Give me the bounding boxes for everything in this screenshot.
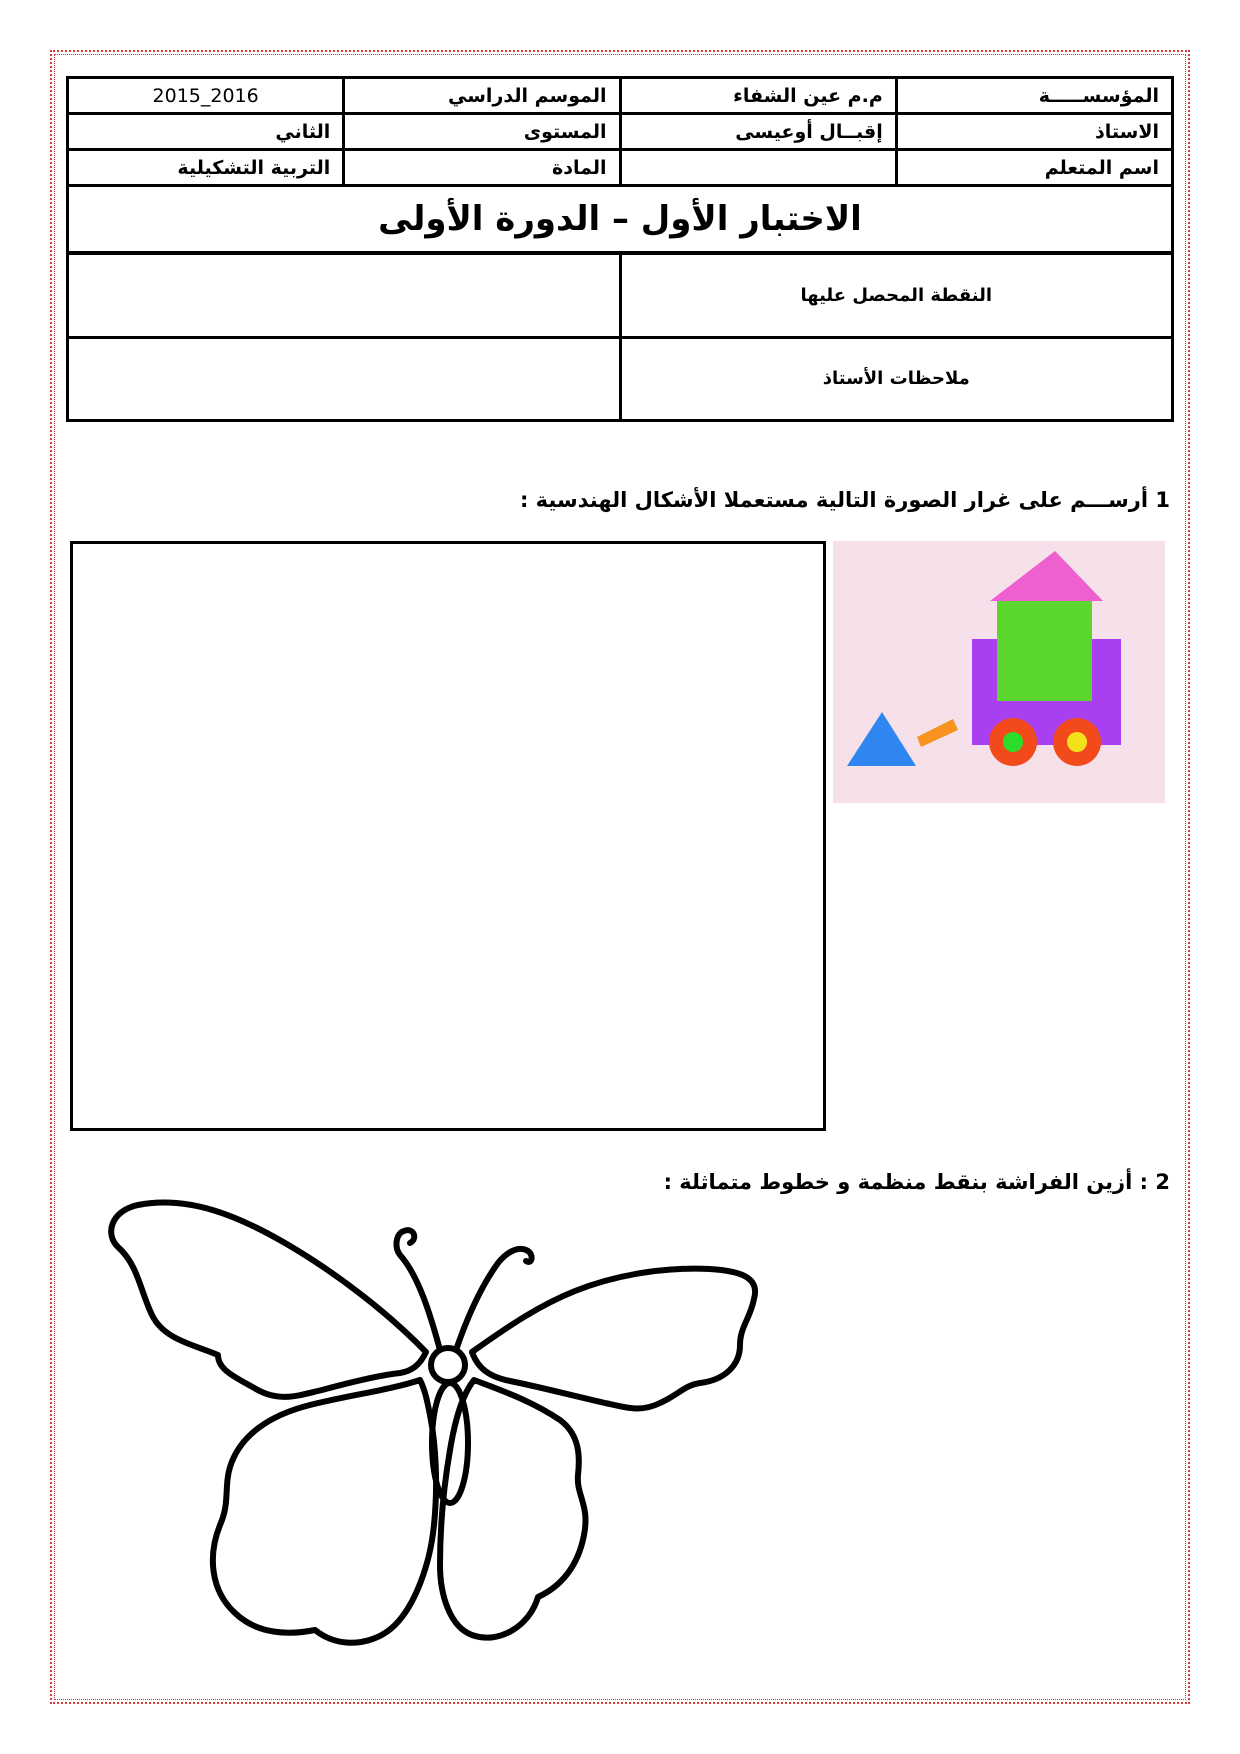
drawing-area[interactable] (70, 541, 826, 1131)
header-table (66, 76, 1174, 187)
question-2-number: 2 (1155, 1170, 1170, 1194)
question-1 (520, 488, 1170, 512)
header-row-institution (68, 78, 1173, 114)
teacher-notes-label: ملاحظات الأستاذ (620, 337, 1173, 421)
season-label: الموسم الدراسي (344, 78, 620, 114)
butterfly-outline-illustration (100, 1195, 840, 1705)
right-wheel-center (1067, 732, 1087, 752)
season-value: 2016_2015 (68, 78, 344, 114)
butterfly-left-upper-wing (111, 1203, 426, 1397)
green-square (997, 601, 1092, 701)
butterfly-right-upper-wing (472, 1269, 755, 1409)
butterfly-right-lower-wing (440, 1380, 586, 1638)
notes-row (68, 337, 1173, 421)
institution-label: المؤسســـــة (896, 78, 1172, 114)
left-wheel-center (1003, 732, 1023, 752)
subject-value: التربية التشكيلية (68, 150, 344, 186)
teacher-notes-field[interactable] (68, 337, 621, 421)
header-row-teacher (68, 114, 1173, 150)
butterfly-left-lower-wing (213, 1380, 436, 1643)
student-name-field[interactable] (620, 150, 896, 186)
exam-title-box (66, 186, 1174, 254)
score-field[interactable] (68, 254, 621, 338)
exam-title: الاختبار الأول – الدورة الأولى (378, 198, 862, 239)
subject-label: المادة (344, 150, 620, 186)
institution-value: م.م عين الشفاء (620, 78, 896, 114)
score-label: النقطة المحصل عليها (620, 254, 1173, 338)
toy-wagon-shapes-illustration (833, 541, 1165, 803)
student-name-label: اسم المتعلم (896, 150, 1172, 186)
butterfly-head (431, 1348, 465, 1382)
marks-table (66, 252, 1174, 422)
question-2 (664, 1170, 1170, 1194)
question-1-number: 1 (1155, 488, 1170, 512)
level-value: الثاني (68, 114, 344, 150)
level-label: المستوى (344, 114, 620, 150)
header-row-student (68, 150, 1173, 186)
score-row (68, 254, 1173, 338)
teacher-label: الاستاذ (896, 114, 1172, 150)
question-2-text: : أزين الفراشة بنقط منظمة و خطوط متماثلة : (663, 1170, 1149, 1194)
teacher-value: إقبــال أوعيسى (620, 114, 896, 150)
question-1-text: أرســـم على غرار الصورة التالية مستعملا الأشكال الهندسية : (519, 488, 1149, 512)
